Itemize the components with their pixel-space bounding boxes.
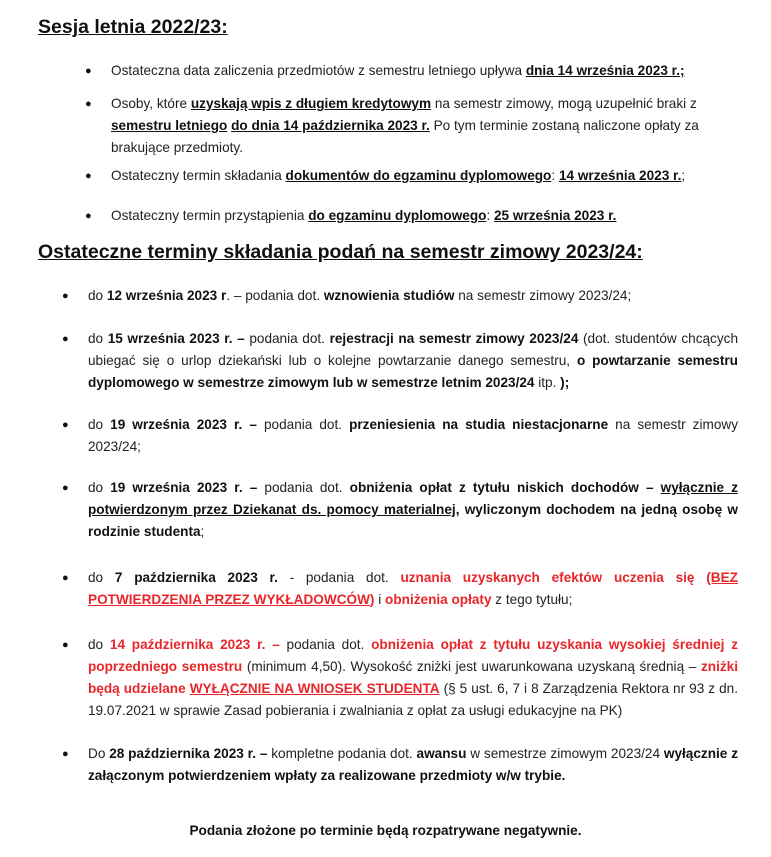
list-item: ● do 19 września 2023 r. – podania dot. przeniesienia na studia niestacjonarne na semestr zimowy 2023/24;	[88, 414, 738, 458]
section2-heading: Ostateczne terminy składania podań na semestr zimowy 2023/24:	[38, 241, 643, 263]
bullet-dot-icon: ●	[62, 748, 69, 760]
list-item: ● Ostateczny termin składania dokumentów do egzaminu dyplomowego: 14 września 2023 r.;	[111, 165, 751, 187]
section1-heading: Sesja letnia 2022/23:	[38, 16, 228, 38]
bullet-dot-icon: ●	[62, 639, 69, 651]
bullet-dot-icon: ●	[62, 482, 69, 494]
bullet-dot-icon: ●	[85, 98, 92, 110]
list-item: ● Do 28 października 2023 r. – kompletne podania dot. awansu w semestrze zimowym 2023/24 wyłącznie z załączonym potwierdzeniem wpłaty za realizowane przedmioty w/w trybie.	[88, 743, 738, 787]
list-item: ● do 14 października 2023 r. – podania dot. obniżenia opłat z tytułu uzyskania wysokiej średniej z poprzedniego semestru (minimum 4,50). Wysokość zniżki jest uwarunkowana uzyskaną średnią – zniżki będą udzielane WYŁĄCZNIE NA WNIOSEK STUDENTA (§ 5 ust. 6, 7 i 8 Zarządzenia Rektora nr 93 z dn. 19.07.2021 w sprawie Zasad pobierania i zwalniania z opłat za usługi edukacyjne na PK)	[88, 634, 738, 722]
bullet-dot-icon: ●	[85, 65, 92, 77]
list-item: ● Ostateczna data zaliczenia przedmiotów z semestru letniego upływa dnia 14 września 2023 r.;	[111, 60, 751, 82]
bullet-dot-icon: ●	[85, 210, 92, 222]
list-item: ● do 19 września 2023 r. – podania dot. obniżenia opłat z tytułu niskich dochodów – wyłącznie z potwierdzonym przez Dziekanat ds. pomocy materialnej, wyliczonym dochodem na jedną osobę w rodzinie studenta;	[88, 477, 738, 543]
footer-note: Podania złożone po terminie będą rozpatrywane negatywnie.	[189, 823, 582, 838]
bullet-dot-icon: ●	[62, 572, 69, 584]
list-item: ● Osoby, które uzyskają wpis z długiem kredytowym na semestr zimowy, mogą uzupełnić braki z semestru letniego do dnia 14 października 2023 r. Po tym terminie zostaną naliczone opłaty za brakujące przedmioty.	[111, 93, 751, 159]
bullet-dot-icon: ●	[62, 419, 69, 431]
list-item: ● do 15 września 2023 r. – podania dot. rejestracji na semestr zimowy 2023/24 (dot. studentów chcących ubiegać się o urlop dziekański lub o kolejne powtarzanie danego semestru, o powtarzanie semestru dyplomowego w semestrze zimowym lub w semestrze letnim 2023/24 itp. );	[88, 328, 738, 394]
list-item: ● Ostateczny termin przystąpienia do egzaminu dyplomowego: 25 września 2023 r.	[111, 205, 751, 227]
bullet-dot-icon: ●	[62, 333, 69, 345]
bullet-dot-icon: ●	[62, 290, 69, 302]
list-item: ● do 12 września 2023 r. – podania dot. wznowienia studiów na semestr zimowy 2023/24;	[88, 285, 738, 307]
bullet-dot-icon: ●	[85, 170, 92, 182]
list-item: ● do 7 października 2023 r. - podania dot. uznania uzyskanych efektów uczenia się (BEZ POTWIERDZENIA PRZEZ WYKŁADOWCÓW) i obniżenia opłaty z tego tytułu;	[88, 567, 738, 611]
